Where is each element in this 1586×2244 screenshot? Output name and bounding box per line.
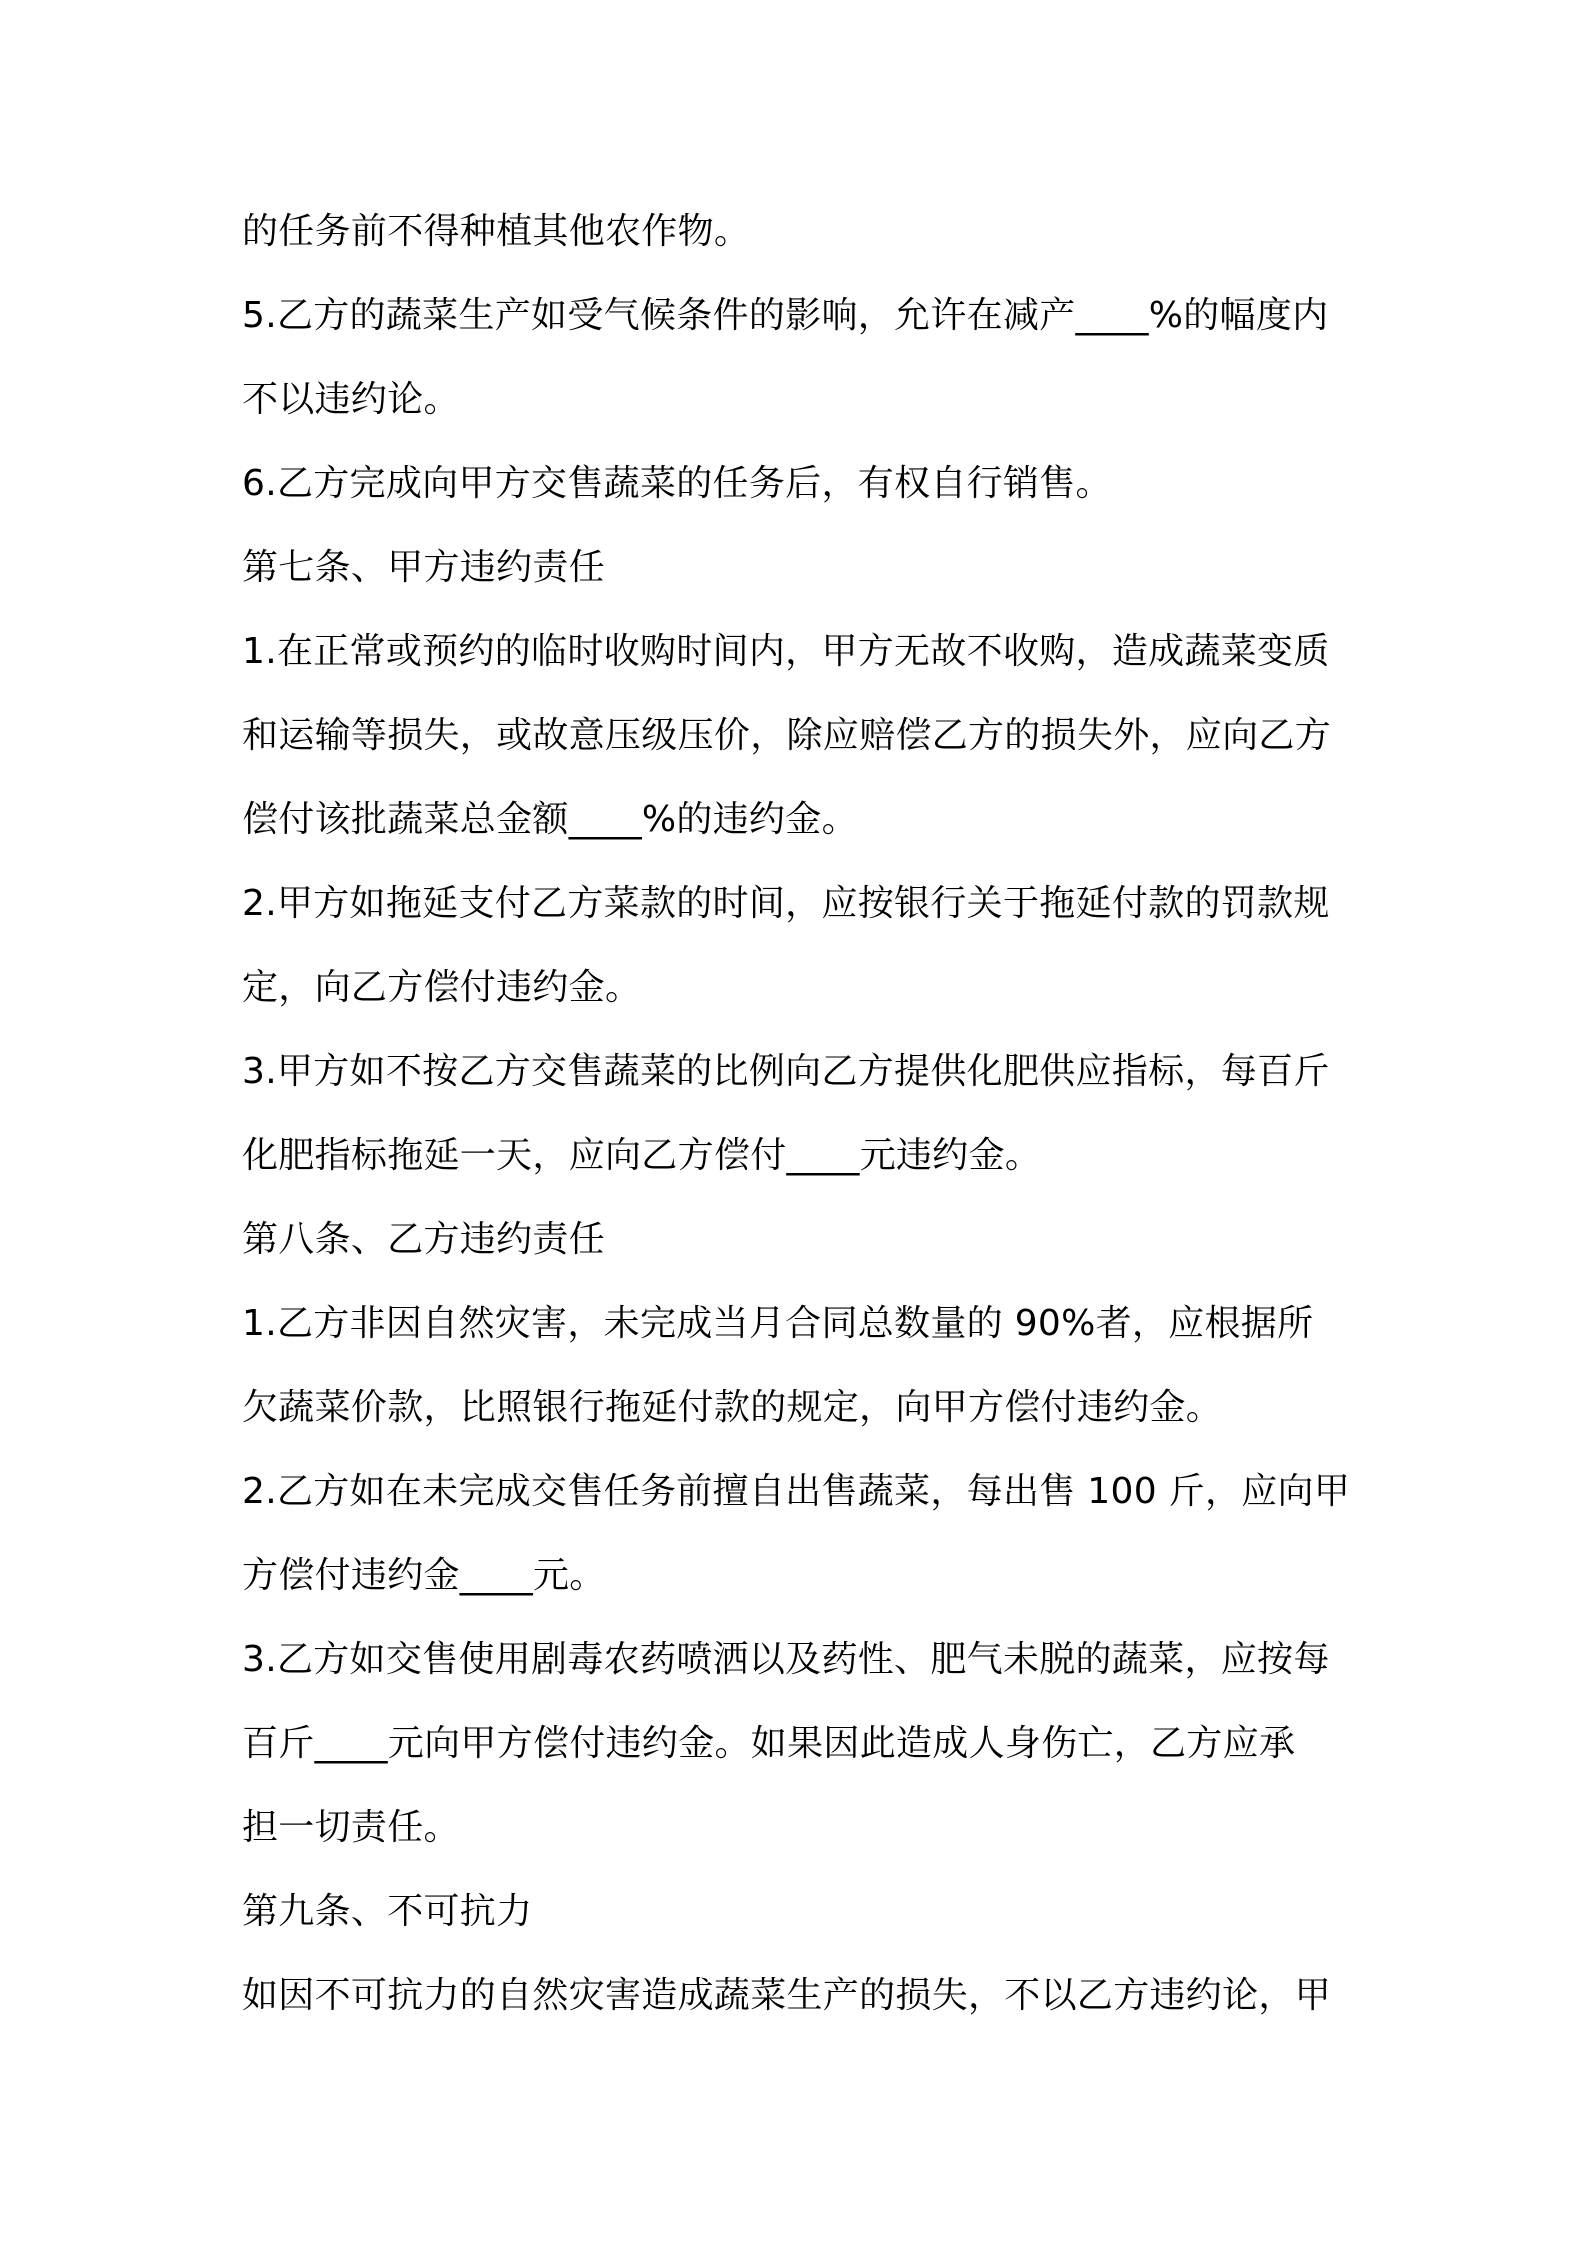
text-line: 如因不可抗力的自然灾害造成蔬菜生产的损失，不以乙方违约论，甲 [242,1975,1332,2016]
text-line: 定，向乙方偿付违约金。 [242,967,642,1008]
text-line: 1.在正常或预约的临时收购时间内，甲方无故不收购，造成蔬菜变质 [242,631,1330,672]
section-heading: 第七条、甲方违约责任 [242,547,606,588]
text-line: 欠蔬菜价款，比照银行拖延付款的规定，向甲方偿付违约金。 [242,1387,1223,1428]
text-line: 化肥指标拖延一天，应向乙方偿付____元违约金。 [242,1135,1042,1176]
section-heading: 第九条、不可抗力 [242,1891,533,1932]
text-line: 6.乙方完成向甲方交售蔬菜的任务后，有权自行销售。 [242,463,1112,504]
section-heading: 第八条、乙方违约责任 [242,1219,606,1260]
text-line: 2.甲方如拖延支付乙方菜款的时间，应按银行关于拖延付款的罚款规 [242,883,1330,924]
text-line: 和运输等损失，或故意压级压价，除应赔偿乙方的损失外，应向乙方 [242,715,1332,756]
text-line: 3.乙方如交售使用剧毒农药喷洒以及药性、肥气未脱的蔬菜，应按每 [242,1639,1330,1680]
text-line: 不以违约论。 [242,379,460,420]
text-line: 百斤____元向甲方偿付违约金。如果因此造成人身伤亡，乙方应承 [242,1723,1296,1764]
text-line: 2.乙方如在未完成交售任务前擅自出售蔬菜，每出售 100 斤，应向甲 [242,1471,1351,1512]
text-line: 偿付该批蔬菜总金额____%的违约金。 [242,799,858,840]
text-line: 方偿付违约金____元。 [242,1555,606,1596]
text-line: 1.乙方非因自然灾害，未完成当月合同总数量的 90%者，应根据所 [242,1303,1314,1344]
text-line: 5.乙方的蔬菜生产如受气候条件的影响，允许在减产____%的幅度内 [242,295,1329,336]
text-line: 的任务前不得种植其他农作物。 [242,211,751,252]
text-line: 3.甲方如不按乙方交售蔬菜的比例向乙方提供化肥供应指标，每百斤 [242,1051,1330,1092]
text-line: 担一切责任。 [242,1807,460,1848]
